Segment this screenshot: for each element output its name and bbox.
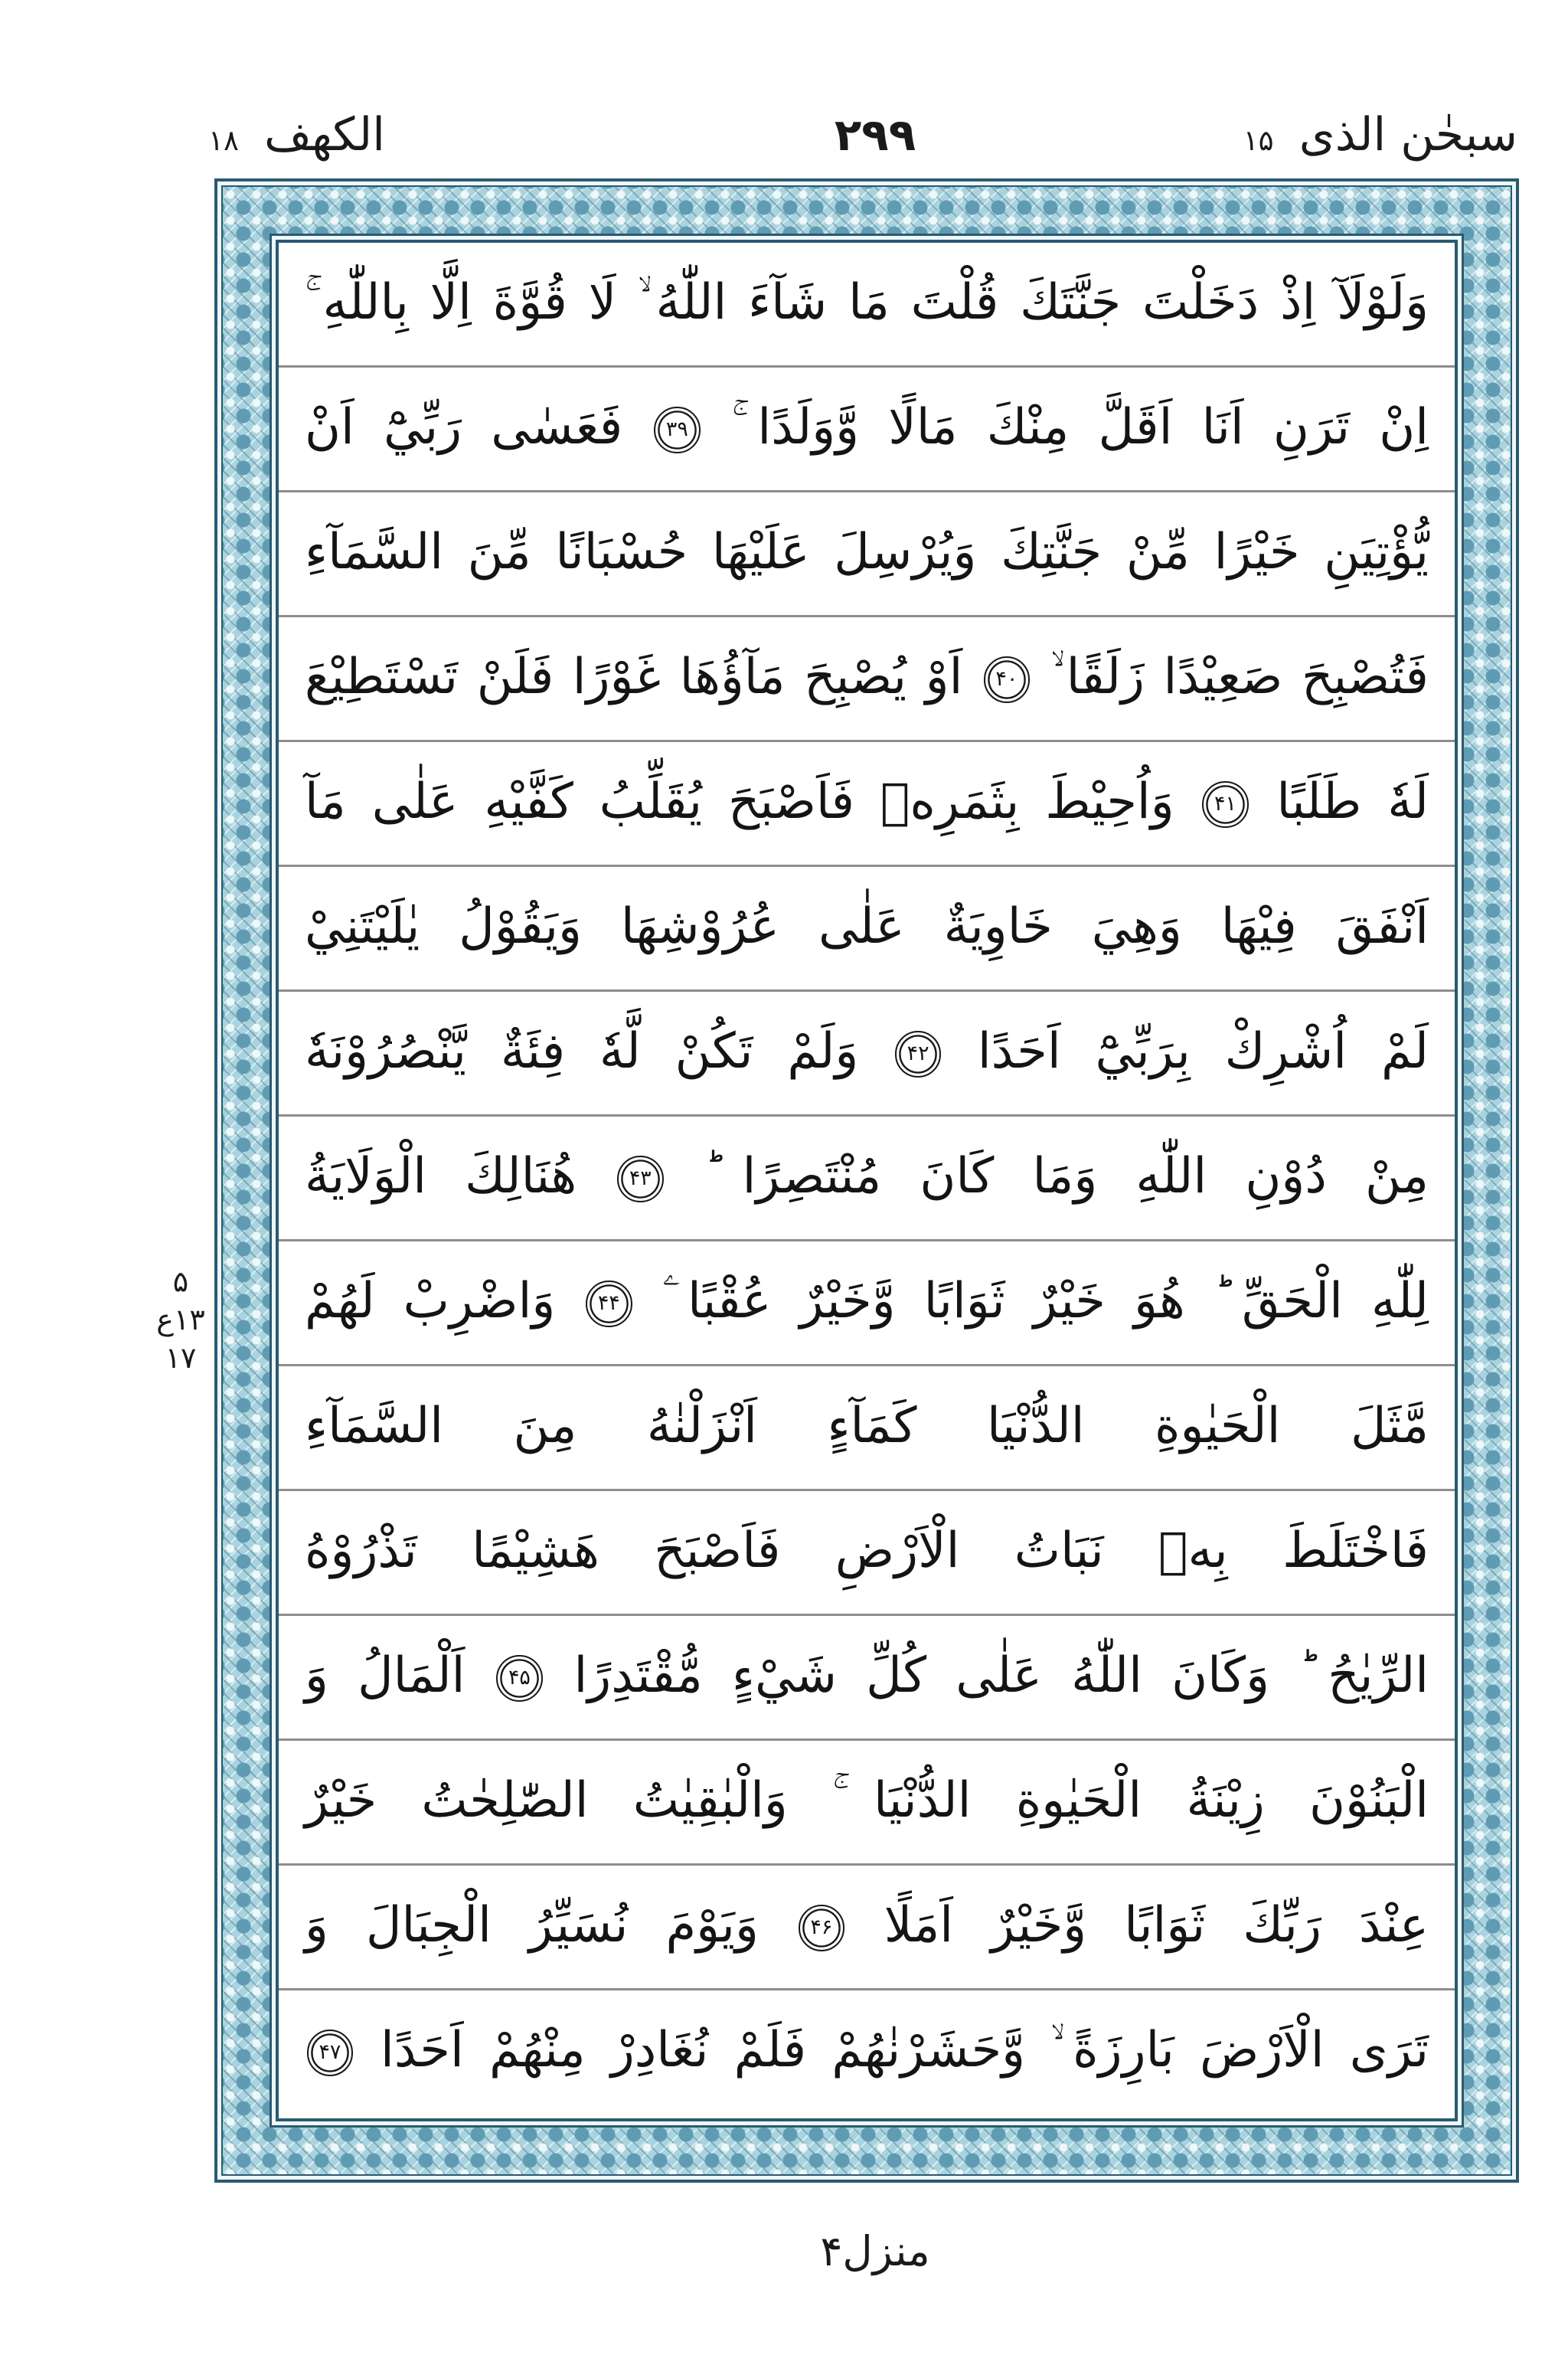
ayah-end-marker: ۴۶ — [799, 1905, 844, 1951]
quran-line-1 — [279, 243, 1455, 368]
verse-text: اَوْ يُصْبِحَ مَآؤُهَا غَوْرًا فَلَنْ تَسْتَطِيْعَ — [305, 649, 963, 705]
ayah-end-marker: ۴۳ — [617, 1156, 663, 1202]
ruku-marker — [156, 1262, 205, 1377]
ruku-sign: ۱۳ع — [156, 1303, 205, 1336]
verse-text: اَنْفَقَ فِيْهَا وَهِيَ خَاوِيَةٌ عَلٰى عُرُوْشِهَا وَيَقُوْلُ يٰلَيْتَنِيْ — [305, 898, 1429, 955]
verse-text: لِلّٰهِ الْحَقِّ ؕ هُوَ خَيْرٌ ثَوَابًا وَّخَيْرٌ عُقْبًا ۧ — [662, 1273, 1429, 1330]
ruku-number-in-para: ۱۷ — [165, 1341, 197, 1375]
quran-line-4 — [279, 617, 1455, 742]
ayah-end-marker: ۴۱ — [1202, 781, 1248, 827]
verse-text: وَيَوْمَ نُسَيِّرُ الْجِبَالَ وَ — [305, 1897, 759, 1954]
ayah-end-marker: ۴۲ — [895, 1031, 941, 1077]
quran-line-8 — [279, 1117, 1455, 1241]
para-title — [1243, 98, 1517, 172]
quran-line-5 — [279, 742, 1455, 867]
quran-line-2 — [279, 368, 1455, 492]
verse-text: وَاُحِيْطَ بِثَمَرِهٖ فَاَصْبَحَ يُقَلِّبُ كَفَّيْهِ عَلٰى مَآ — [305, 774, 1174, 830]
manzil-label: منزل۴ — [820, 2227, 930, 2275]
verse-text: فَاخْتَلَطَ بِهٖ نَبَاتُ الْاَرْضِ فَاَصْبَحَ هَشِيْمًا تَذْرُوْهُ — [305, 1523, 1429, 1579]
ruku-number-in-surah: ۵ — [172, 1264, 189, 1298]
quran-line-12 — [279, 1616, 1455, 1741]
ayah-end-marker: ۴۴ — [586, 1281, 632, 1326]
ayah-end-marker: ۴۵ — [496, 1655, 542, 1701]
surah-title — [208, 98, 385, 172]
surah-name: الكهف — [264, 108, 385, 162]
verse-text: وَلَوْلَآ اِذْ دَخَلْتَ جَنَّتَكَ قُلْتَ مَا شَآءَ اللّٰهُ ۙ لَا قُوَّةَ اِلَّا بِاللّٰهِ ۚ — [305, 274, 1429, 331]
verse-text: هُنَالِكَ الْوَلَايَةُ — [305, 1148, 577, 1205]
para-name: سبحٰن الذی — [1298, 108, 1517, 162]
verse-text: تَرَى الْاَرْضَ بَارِزَةً ۙ وَّحَشَرْنٰهُمْ فَلَمْ نُغَادِرْ مِنْهُمْ اَحَدًا — [381, 2022, 1429, 2079]
quran-line-6 — [279, 867, 1455, 992]
verse-text: يُّؤْتِيَنِ خَيْرًا مِّنْ جَنَّتِكَ وَيُرْسِلَ عَلَيْهَا حُسْبَانًا مِّنَ السَّمَآءِ — [305, 524, 1429, 581]
ornamental-border — [214, 178, 1519, 2183]
verse-text: مِنْ دُوْنِ اللّٰهِ وَمَا كَانَ مُنْتَصِرًا ؕ — [704, 1148, 1429, 1205]
verse-text: لَهٗ طَلَبًا — [1276, 774, 1429, 830]
quran-line-10 — [279, 1366, 1455, 1491]
ayah-end-marker: ۴۰ — [984, 656, 1030, 702]
verse-text: لَمْ اُشْرِكْ بِرَبِّيْٓ اَحَدًا — [977, 1023, 1429, 1080]
verse-text: عِنْدَ رَبِّكَ ثَوَابًا وَّخَيْرٌ اَمَلًا — [884, 1897, 1429, 1954]
quran-line-13 — [279, 1741, 1455, 1866]
verse-text: وَاضْرِبْ لَهُمْ — [305, 1273, 556, 1330]
para-number: ۱۵ — [1243, 123, 1274, 157]
quran-line-11 — [279, 1491, 1455, 1616]
quran-line-7 — [279, 992, 1455, 1117]
verse-text: فَعَسٰى رَبِّيْٓ اَنْ — [305, 399, 623, 456]
surah-number: ۱۸ — [208, 123, 239, 157]
verse-text: فَتُصْبِحَ صَعِيْدًا زَلَقًا ۙ — [1050, 649, 1429, 705]
quran-line-14 — [279, 1866, 1455, 1990]
verse-text: اِنْ تَرَنِ اَنَا اَقَلَّ مِنْكَ مَالًا وَّوَلَدًا ۚ — [731, 399, 1429, 456]
ayah-end-marker: ۳۹ — [654, 407, 700, 453]
verse-text: وَلَمْ تَكُنْ لَّهٗ فِئَةٌ يَّنْصُرُوْنَهٗ — [305, 1023, 859, 1080]
quran-line-15 — [279, 1990, 1455, 2115]
text-panel — [276, 240, 1458, 2121]
verse-text: اَلْمَالُ وَ — [305, 1647, 466, 1704]
verse-text: الْبَنُوْنَ زِيْنَةُ الْحَيٰوةِ الدُّنْيَا ۚ وَالْبٰقِيٰتُ الصّٰلِحٰتُ خَيْرٌ — [305, 1772, 1429, 1829]
quran-line-3 — [279, 492, 1455, 617]
quran-line-9 — [279, 1241, 1455, 1366]
verse-text: مَّثَلَ الْحَيٰوةِ الدُّنْيَا كَمَآءٍ اَنْزَلْنٰهُ مِنَ السَّمَآءِ — [305, 1398, 1429, 1454]
page-number: ۲۹۹ — [834, 109, 916, 161]
ayah-end-marker: ۴۷ — [307, 2030, 353, 2075]
verse-text: الرِّيٰحُ ؕ وَكَانَ اللّٰهُ عَلٰى كُلِّ شَيْءٍ مُّقْتَدِرًا — [573, 1647, 1429, 1704]
